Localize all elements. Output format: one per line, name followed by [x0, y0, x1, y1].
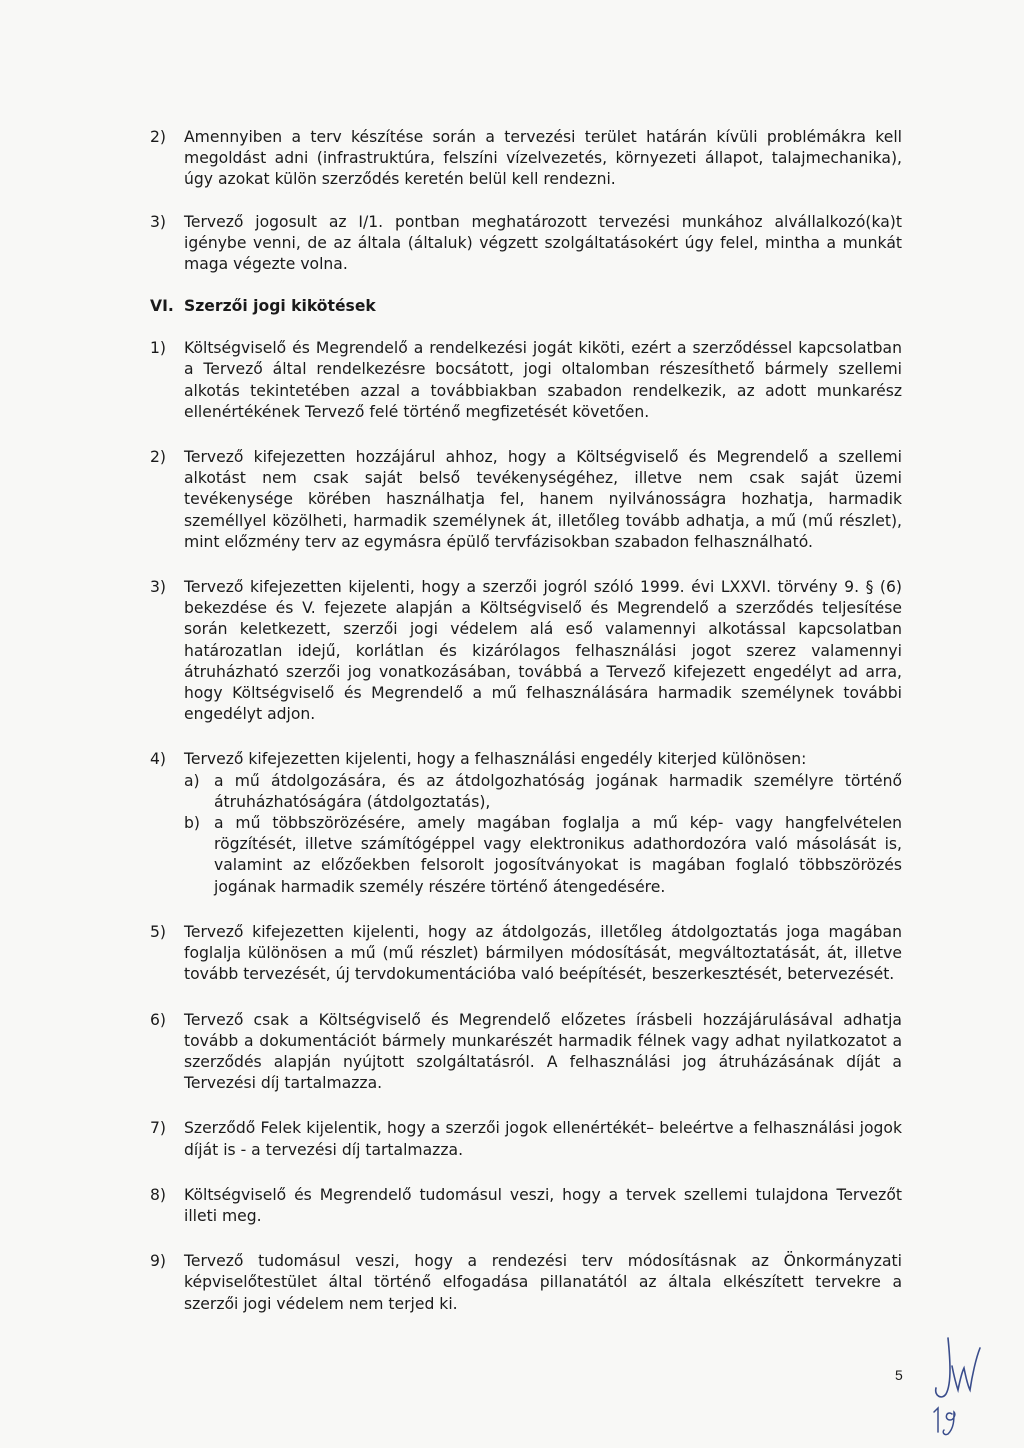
paragraph-number: 7): [150, 1119, 167, 1138]
paragraph-text: Tervező kifejezetten kijelenti, hogy a szerzői jogról szóló 1999. évi LXXVI. törvény 9. § (6) bekezdése és V. fejezete alapján a Költségviselő és Megrendelő a szerződés teljesítése során keletkezett, szerzői jogi védelem alá eső valamennyi alkotással kapcsolatban határozatlan idejű, korlátlan és kizárólagos felhasználási jogot szerez valamennyi átruházható szerzői jog vonatkozásában, továbbá a Tervező kifejezett engedélyt ad arra, hogy Költségviselő és Megrendelő a mű felhasználására harmadik személynek további engedélyt adjon.: [184, 578, 902, 724]
paragraph-vi-5: [150, 922, 902, 986]
handwritten-signature: [918, 1328, 990, 1436]
paragraph-vi-7: [150, 1118, 902, 1160]
paragraph-number: 4): [150, 750, 167, 769]
paragraph-prev-2: [150, 127, 902, 191]
paragraph-number: 2): [150, 128, 167, 146]
paragraph-number: 6): [150, 1010, 167, 1029]
paragraph-text: Költségviselő és Megrendelő a rendelkezési jogát kiköti, ezért a szerződéssel kapcsolatban a Tervező által rendelkezésre bocsátott, jogi oltalomban részesíthető bármely szellemi alkotás tekintetében azzal a továbbiakban szabadon rendelkezik, az adott munkarész ellenértékének Tervező felé történő megfizetését követően.: [184, 339, 902, 421]
paragraph-prev-3: [150, 212, 902, 276]
paragraph-vi-4: [150, 749, 902, 897]
sub-item-letter: a): [184, 771, 200, 790]
paragraph-number: 8): [150, 1185, 167, 1204]
paragraph-text: Tervező kifejezetten hozzájárul ahhoz, hogy a Költségviselő és Megrendelő a szellemi alkotást nem csak saját belső tevékenységéhez, illetve nem csak saját üzemi tevékenysége körében használhatja fel, hanem nyilvánosságra hozhatja, harmadik személlyel közölheti, harmadik személynek át, illetőleg tovább adhatja, a mű (mű részlet), mint előzmény terv az egymásra épülő tervfázisokban szabadon felhasználható.: [184, 448, 902, 551]
paragraph-text: Tervező jogosult az I/1. pontban meghatározott tervezési munkához alvállalkozó(ka)t igénybe venni, de az általa (általuk) végzett szolgáltatásokért úgy felel, mintha a munkát maga végezte volna.: [184, 212, 902, 274]
paragraph-number: 9): [150, 1252, 167, 1271]
paragraph-vi-1: [150, 338, 902, 423]
paragraph-vi-6: [150, 1010, 902, 1095]
paragraph-text: Tervező kifejezetten kijelenti, hogy az átdolgozás, illetőleg átdolgoztatás joga magában foglalja különösen a mű (mű részlet) bármilyen módosítását, megváltoztatását, át, illetve tovább tervezését, új tervdokumentációba való beépítését, beszerkesztését, betervezését.: [184, 922, 902, 984]
paragraph-text: Szerződő Felek kijelentik, hogy a szerzői jogok ellenértékét– beleértve a felhasználási jogok díját is - a tervezési díj tartalmazza.: [184, 1119, 902, 1159]
section-heading: [150, 296, 902, 317]
sub-item-b: [184, 813, 902, 898]
sub-item-a: [184, 771, 902, 813]
page-number: 5: [895, 1367, 903, 1383]
paragraph-number: 2): [150, 448, 167, 467]
paragraph-text: Költségviselő és Megrendelő tudomásul veszi, hogy a tervek szellemi tulajdona Tervezőt illeti meg.: [184, 1185, 902, 1225]
paragraph-number: 3): [150, 578, 167, 597]
paragraph-text: Tervező csak a Költségviselő és Megrendelő előzetes írásbeli hozzájárulásával adhatja tovább a dokumentációt bármely munkarészét harmadik félnek vagy adhat nyilatkozatot a szerződés alapján nyújtott szolgáltatásról. A felhasználási jog átruházásának díját a Tervezési díj tartalmazza.: [184, 1010, 902, 1093]
paragraph-text: Amennyiben a terv készítése során a tervezési terület határán kívüli problémákra kell megoldást adni (infrastruktúra, felszíni vízelvezetés, környezeti állapot, talajmechanika), úgy azokat külön szerződés keretén belül kell rendezni.: [184, 128, 902, 189]
paragraph-vi-2: [150, 447, 902, 553]
paragraph-number: 3): [150, 212, 167, 231]
paragraph-text: Tervező tudomásul veszi, hogy a rendezési terv módosításnak az Önkormányzati képviselőtestület által történő elfogadása pillanatától az általa elkészített tervekre a szerzői jogi védelem nem terjed ki.: [184, 1252, 902, 1313]
paragraph-number: 1): [150, 339, 167, 358]
sub-item-letter: b): [184, 814, 200, 833]
paragraph-vi-8: [150, 1185, 902, 1227]
page-content: [150, 127, 902, 1315]
section-number: VI.: [150, 297, 174, 316]
paragraph-number: 5): [150, 922, 167, 941]
paragraph-vi-9: [150, 1251, 902, 1315]
section-title: Szerzői jogi kikötések: [184, 297, 376, 316]
sub-item-text: a mű átdolgozására, és az átdolgozhatóság jogának harmadik személyre történő átruházhatóságára (átdolgoztatás),: [214, 771, 902, 811]
paragraph-vi-3: [150, 577, 902, 725]
paragraph-text: Tervező kifejezetten kijelenti, hogy a felhasználási engedély kiterjed különösen:: [184, 750, 807, 769]
sub-item-text: a mű többszörözésére, amely magában foglalja a mű kép- vagy hangfelvételen rögzítését, illetve számítógéppel vagy elektronikus adathordozóra való másolását is, valamint az előzőekben felsorolt jogosítványokat is magában foglaló többszörözés jogának harmadik személy részére történő átengedésére.: [214, 814, 902, 896]
